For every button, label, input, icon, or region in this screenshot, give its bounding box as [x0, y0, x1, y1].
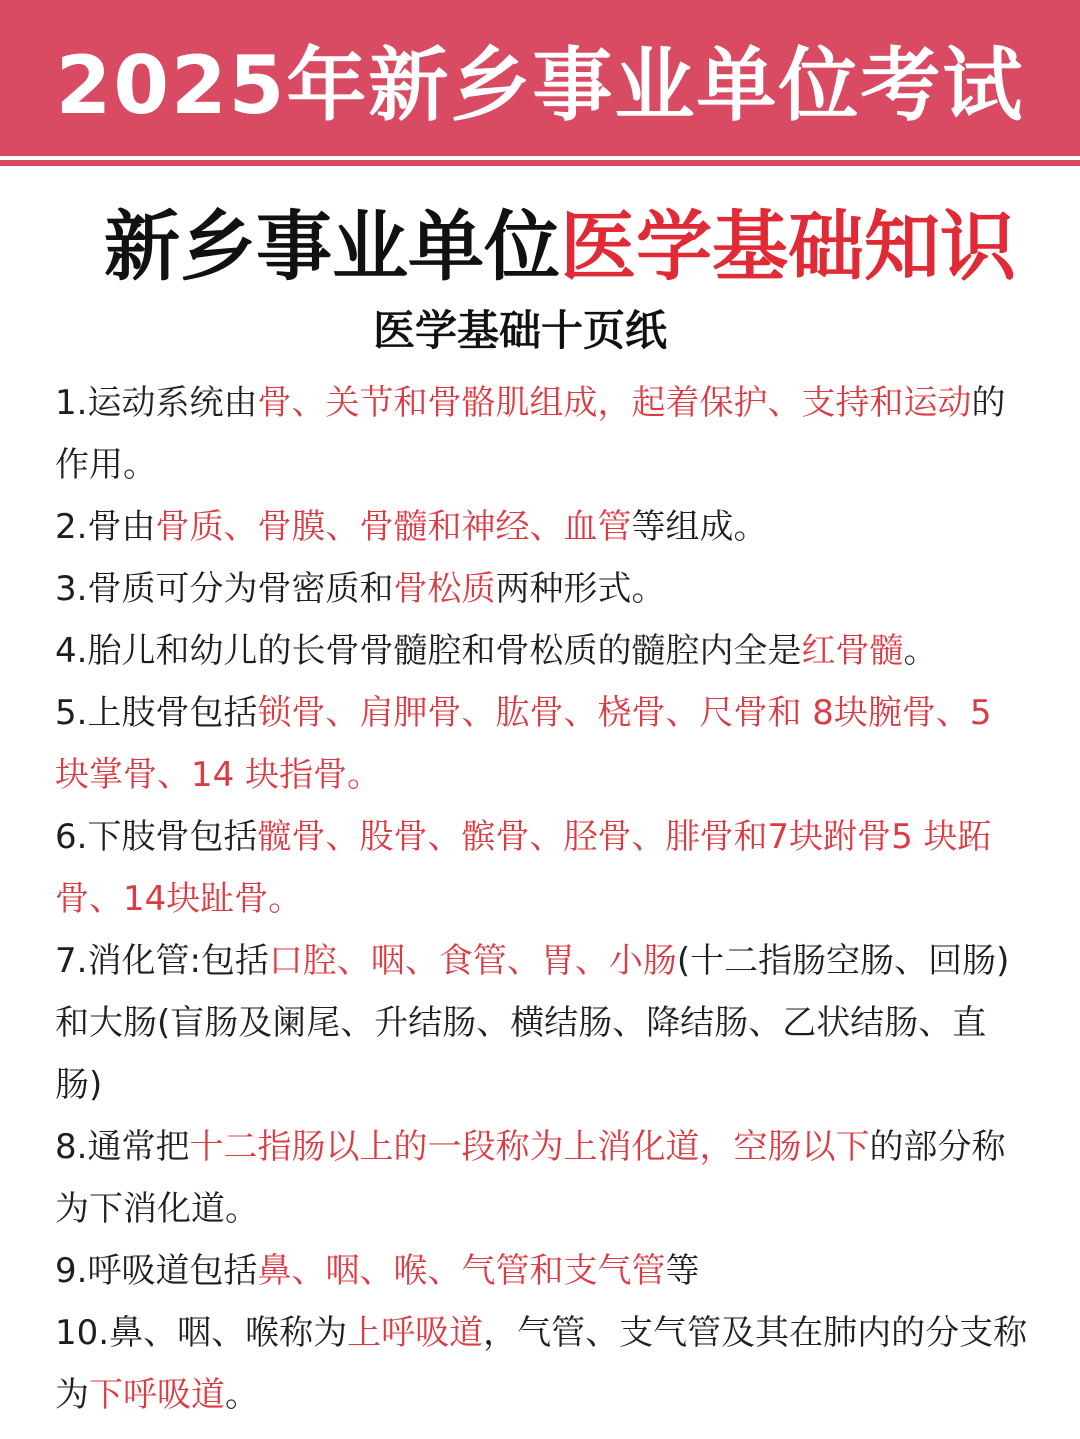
- item-highlight: 髋骨、股骨、髌骨、胫骨、腓骨和7块跗骨5 块跖骨、14块趾骨。: [55, 817, 992, 919]
- item-text: 2.骨由: [55, 507, 156, 547]
- list-item: [55, 682, 1030, 806]
- item-text: 4.胎儿和幼儿的长骨骨髓腔和骨松质的髓腔内全是: [55, 631, 802, 671]
- item-highlight: 红骨髓: [801, 631, 904, 671]
- item-text: 7.消化管:包括: [55, 941, 269, 981]
- item-text: ，气管、支气管及其在肺内的分支称为: [55, 1313, 1028, 1415]
- banner-stripe: [0, 160, 1080, 166]
- item-highlight: 下呼吸道: [89, 1375, 225, 1415]
- item-text: 5.上肢骨包括: [55, 693, 258, 733]
- item-highlight: 口腔、咽、食管、胃、小肠: [268, 941, 677, 981]
- item-text: 1.运动系统由: [55, 383, 258, 423]
- list-item: [55, 1116, 1030, 1240]
- item-highlight: 骨质、骨膜、骨髓和神经、血管: [155, 507, 632, 547]
- list-item: [55, 806, 1030, 930]
- list-item: [55, 1240, 1030, 1302]
- item-text: 8.通常把: [55, 1127, 190, 1167]
- list-item: [55, 620, 1030, 682]
- item-highlight: 十二指肠以上的一段称为上消化道，空肠以下: [189, 1127, 870, 1167]
- item-highlight: 锁骨、肩胛骨、肱骨、桡骨、尺骨和 8块腕骨、5 块掌骨、14 块指骨。: [55, 693, 992, 795]
- item-text: 6.下肢骨包括: [55, 817, 258, 857]
- knowledge-list: [55, 372, 1030, 1426]
- item-text: 的作用。: [55, 383, 1006, 485]
- item-highlight: 骨松质: [393, 569, 496, 609]
- item-text: 等: [665, 1251, 700, 1291]
- list-item: [55, 1302, 1030, 1426]
- item-highlight: 骨、关节和骨骼肌组成，起着保护、支持和运动: [257, 383, 972, 423]
- item-text: 等组成。: [631, 507, 768, 547]
- item-text: 两种形式。: [495, 569, 666, 609]
- main-heading-red: 医学基础知识: [560, 202, 1016, 291]
- item-highlight: 鼻、咽、喉、气管和支气管: [257, 1251, 666, 1291]
- item-text: 10.鼻、咽、喉称为: [55, 1313, 348, 1353]
- top-banner: [0, 0, 1080, 156]
- item-text: 。: [225, 1375, 259, 1415]
- main-heading: [0, 186, 1080, 291]
- item-text: 3.骨质可分为骨密质和: [55, 569, 394, 609]
- list-item: [55, 930, 1030, 1116]
- item-highlight: 上呼吸道: [347, 1313, 484, 1353]
- sub-heading: 医学基础十页纸: [372, 306, 667, 355]
- item-text: 的部分称为下消化道。: [55, 1127, 1006, 1229]
- item-text: 9.呼吸道包括: [55, 1251, 258, 1291]
- banner-title: 2025年新乡事业单位考试: [55, 38, 1025, 132]
- item-text: (十二指肠空肠、回肠)和大肠(盲肠及阑尾、升结肠、横结肠、降结肠、乙状结肠、直肠): [55, 941, 1010, 1105]
- main-heading-black: 新乡事业单位: [104, 202, 560, 291]
- list-item: [55, 372, 1030, 496]
- list-item: [55, 496, 1030, 558]
- item-text: 。: [903, 631, 938, 671]
- list-item: [55, 558, 1030, 620]
